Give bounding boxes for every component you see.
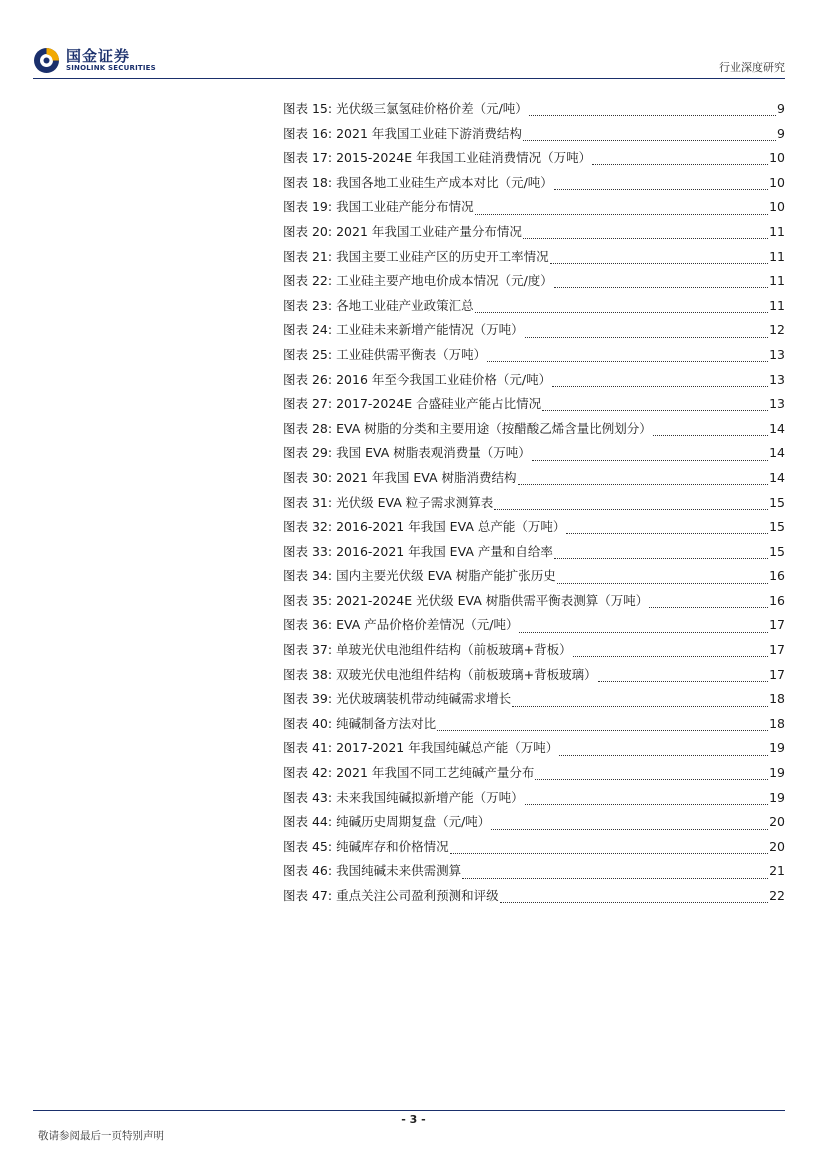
footer-divider [33,1110,785,1111]
toc-entry-title: 我国纯碱未来供需测算 [336,863,462,879]
dot-leader [649,606,768,608]
dot-leader [566,532,768,534]
figure-list [283,99,785,911]
toc-entry-label: 图表 47: [283,888,333,903]
toc-entry[interactable] [283,615,785,640]
toc-entry-title: 未来我国纯碱拟新增产能（万吨） [336,789,524,805]
toc-entry[interactable] [283,148,785,173]
page-header [0,0,827,80]
toc-entry[interactable] [283,665,785,690]
toc-entry-title: 2021 年我国工业硅产量分布情况 [336,223,522,239]
toc-entry-title: 2021 年我国不同工艺纯碱产量分布 [336,765,535,781]
toc-entry-title: 2016-2021 年我国 EVA 总产能（万吨） [336,519,566,535]
toc-entry-title: 光伏玻璃装机带动纯碱需求增长 [336,691,512,707]
toc-entry-page: 20 [769,838,785,854]
toc-entry-title: 我国各地工业硅生产成本对比（元/吨） [336,174,553,190]
toc-entry-page: 15 [769,543,785,559]
toc-entry-title: 2017-2024E 合盛硅业产能占比情况 [336,396,542,412]
toc-entry-page: 11 [769,248,785,264]
toc-entry-label: 图表 38: [283,666,333,682]
toc-entry-title: EVA 树脂的分类和主要用途（按醋酸乙烯含量比例划分） [336,420,652,436]
toc-entry-page: 14 [769,445,785,461]
toc-entry-page: 17 [769,617,785,633]
toc-entry-title: 工业硅供需平衡表（万吨） [336,346,487,362]
toc-entry-label: 图表 39: [283,691,333,707]
toc-entry[interactable] [283,124,785,149]
toc-entry[interactable] [283,788,785,813]
dot-leader [437,729,768,731]
toc-entry[interactable] [283,394,785,419]
toc-entry-page: 12 [769,322,785,338]
dot-leader [494,508,768,510]
toc-entry[interactable] [283,517,785,542]
toc-entry-page: 17 [769,642,785,658]
toc-entry[interactable] [283,640,785,665]
toc-entry-title: 2021 年我国工业硅下游消费结构 [336,125,522,141]
dot-leader [462,877,768,879]
toc-entry[interactable] [283,886,785,911]
toc-entry[interactable] [283,247,785,272]
toc-entry[interactable] [283,296,785,321]
toc-entry[interactable] [283,493,785,518]
toc-entry-label: 图表 18: [283,174,333,190]
toc-entry[interactable] [283,812,785,837]
toc-entry-label: 图表 41: [283,740,333,756]
header-divider [33,78,785,79]
toc-entry-page: 13 [769,396,785,412]
toc-entry-label: 图表 46: [283,863,333,879]
dot-leader [557,582,768,584]
toc-entry-title: 光伏级 EVA 粒子需求测算表 [336,494,494,510]
toc-entry-page: 11 [769,223,785,239]
toc-entry-label: 图表 17: [283,150,333,166]
dot-leader [559,754,768,756]
toc-entry-page: 10 [769,174,785,190]
toc-entry-page: 19 [769,740,785,756]
dot-leader [487,360,768,362]
toc-entry-label: 图表 27: [283,396,333,412]
toc-entry-title: 2017-2021 年我国纯碱总产能（万吨） [336,740,559,756]
logo-english-name: SINOLINK SECURITIES [66,64,156,72]
toc-entry-page: 13 [769,371,785,387]
dot-leader [450,852,768,854]
toc-entry-title: 单玻光伏电池组件结构（前板玻璃+背板） [336,642,572,658]
toc-entry-title: 纯碱历史周期复盘（元/吨） [336,814,491,830]
toc-entry-page: 17 [769,666,785,682]
toc-entry-label: 图表 36: [283,617,333,633]
dot-leader [519,631,768,633]
toc-entry-title: 双玻光伏电池组件结构（前板玻璃+背板玻璃） [336,666,597,682]
toc-entry-label: 图表 37: [283,642,333,658]
dot-leader [525,803,768,805]
toc-entry-title: EVA 产品价格价差情况（元/吨） [336,617,519,633]
toc-entry-label: 图表 24: [283,322,333,338]
dot-leader [554,188,768,190]
toc-entry[interactable] [283,837,785,862]
toc-entry-title: 2015-2024E 年我国工业硅消费情况（万吨） [336,150,592,166]
logo-mark-icon [33,47,60,74]
toc-entry-page: 18 [769,715,785,731]
toc-entry-page: 20 [769,814,785,830]
toc-entry-label: 图表 29: [283,445,333,461]
toc-entry-label: 图表 34: [283,568,333,584]
toc-entry-label: 图表 28: [283,420,333,436]
toc-entry[interactable] [283,861,785,886]
dot-leader [653,434,768,436]
toc-entry[interactable] [283,320,785,345]
toc-entry-label: 图表 43: [283,789,333,805]
toc-entry-title: 工业硅主要产地电价成本情况（元/度） [336,273,553,289]
toc-entry-page: 16 [769,592,785,608]
toc-entry-title: 我国工业硅产能分布情况 [336,199,474,215]
toc-entry[interactable] [283,591,785,616]
toc-entry-label: 图表 31: [283,494,333,510]
dot-leader [475,213,768,215]
toc-entry[interactable] [283,345,785,370]
logo-chinese-name: 国金证券 [66,47,131,65]
toc-entry-label: 图表 21: [283,248,333,264]
toc-entry-title: 工业硅未来新增产能情况（万吨） [336,322,524,338]
toc-entry-title: 2021 年我国 EVA 树脂消费结构 [336,469,517,485]
toc-entry-label: 图表 19: [283,199,333,215]
toc-entry-title: 2016-2021 年我国 EVA 产量和自给率 [336,543,553,559]
toc-entry[interactable] [283,763,785,788]
toc-entry-label: 图表 26: [283,371,333,387]
toc-entry-label: 图表 25: [283,346,333,362]
toc-entry-page: 10 [769,199,785,215]
toc-entry[interactable] [283,738,785,763]
toc-entry-title: 2016 年至今我国工业硅价格（元/吨） [336,371,552,387]
dot-leader [552,385,768,387]
toc-entry-label: 图表 22: [283,273,333,289]
toc-entry-page: 9 [777,125,785,141]
toc-entry-label: 图表 32: [283,519,333,535]
dot-leader [500,901,768,903]
toc-entry-page: 11 [769,273,785,289]
dot-leader [592,163,768,165]
dot-leader [525,336,768,338]
toc-entry-page: 16 [769,568,785,584]
dot-leader [550,262,768,264]
dot-leader [554,557,768,559]
toc-entry-title: 各地工业硅产业政策汇总 [336,297,474,313]
dot-leader [529,114,776,116]
toc-entry[interactable] [283,99,785,124]
toc-entry-title: 光伏级三氯氢硅价格价差（元/吨） [336,101,528,116]
toc-entry-title: 重点关注公司盈利预测和评级 [336,888,499,903]
toc-entry[interactable] [283,714,785,739]
dot-leader [598,680,769,682]
toc-entry-label: 图表 30: [283,469,333,485]
dot-leader [491,828,768,830]
toc-entry-title: 2021-2024E 光伏级 EVA 树脂供需平衡表测算（万吨） [336,592,649,608]
dot-leader [542,409,768,411]
toc-entry[interactable] [283,468,785,493]
dot-leader [518,483,769,485]
toc-entry[interactable] [283,271,785,296]
toc-entry-page: 14 [769,469,785,485]
toc-entry-page: 22 [769,888,785,903]
toc-entry[interactable] [283,370,785,395]
toc-entry[interactable] [283,173,785,198]
toc-entry-page: 19 [769,765,785,781]
toc-entry[interactable] [283,566,785,591]
toc-entry-page: 11 [769,297,785,313]
report-type-title: 行业深度研究 [719,61,785,74]
toc-entry-page: 13 [769,346,785,362]
dot-leader [512,705,768,707]
dot-leader [532,459,768,461]
toc-entry-label: 图表 40: [283,715,333,731]
dot-leader [523,139,776,141]
disclaimer-note: 敬请参阅最后一页特别声明 [38,1130,164,1142]
toc-entry[interactable] [283,419,785,444]
toc-entry-title: 国内主要光伏级 EVA 树脂产能扩张历史 [336,568,556,584]
toc-entry-page: 19 [769,789,785,805]
toc-entry-label: 图表 35: [283,592,333,608]
toc-entry-label: 图表 16: [283,125,333,141]
toc-entry-page: 10 [769,150,785,166]
toc-entry-title: 我国 EVA 树脂表观消费量（万吨） [336,445,531,461]
toc-entry-title: 纯碱制备方法对比 [336,715,437,731]
toc-entry-page: 9 [777,101,785,116]
toc-entry-page: 15 [769,519,785,535]
toc-entry-page: 21 [769,863,785,879]
toc-entry-title: 我国主要工业硅产区的历史开工率情况 [336,248,549,264]
company-logo [33,47,156,74]
page-number: - 3 - [401,1113,426,1126]
toc-entry[interactable] [283,197,785,222]
toc-entry-label: 图表 23: [283,297,333,313]
toc-entry-title: 纯碱库存和价格情况 [336,838,449,854]
toc-entry-page: 18 [769,691,785,707]
toc-entry-page: 15 [769,494,785,510]
dot-leader [554,286,768,288]
toc-entry[interactable] [283,542,785,567]
dot-leader [573,655,769,657]
toc-entry-page: 14 [769,420,785,436]
toc-entry-label: 图表 42: [283,765,333,781]
dot-leader [535,778,768,780]
toc-entry-label: 图表 44: [283,814,333,830]
toc-entry-label: 图表 45: [283,838,333,854]
dot-leader [523,237,768,239]
dot-leader [475,311,768,313]
toc-entry-label: 图表 15: [283,101,333,116]
toc-entry-label: 图表 20: [283,223,333,239]
toc-entry-label: 图表 33: [283,543,333,559]
toc-entry[interactable] [283,222,785,247]
toc-entry[interactable] [283,443,785,468]
toc-entry[interactable] [283,689,785,714]
